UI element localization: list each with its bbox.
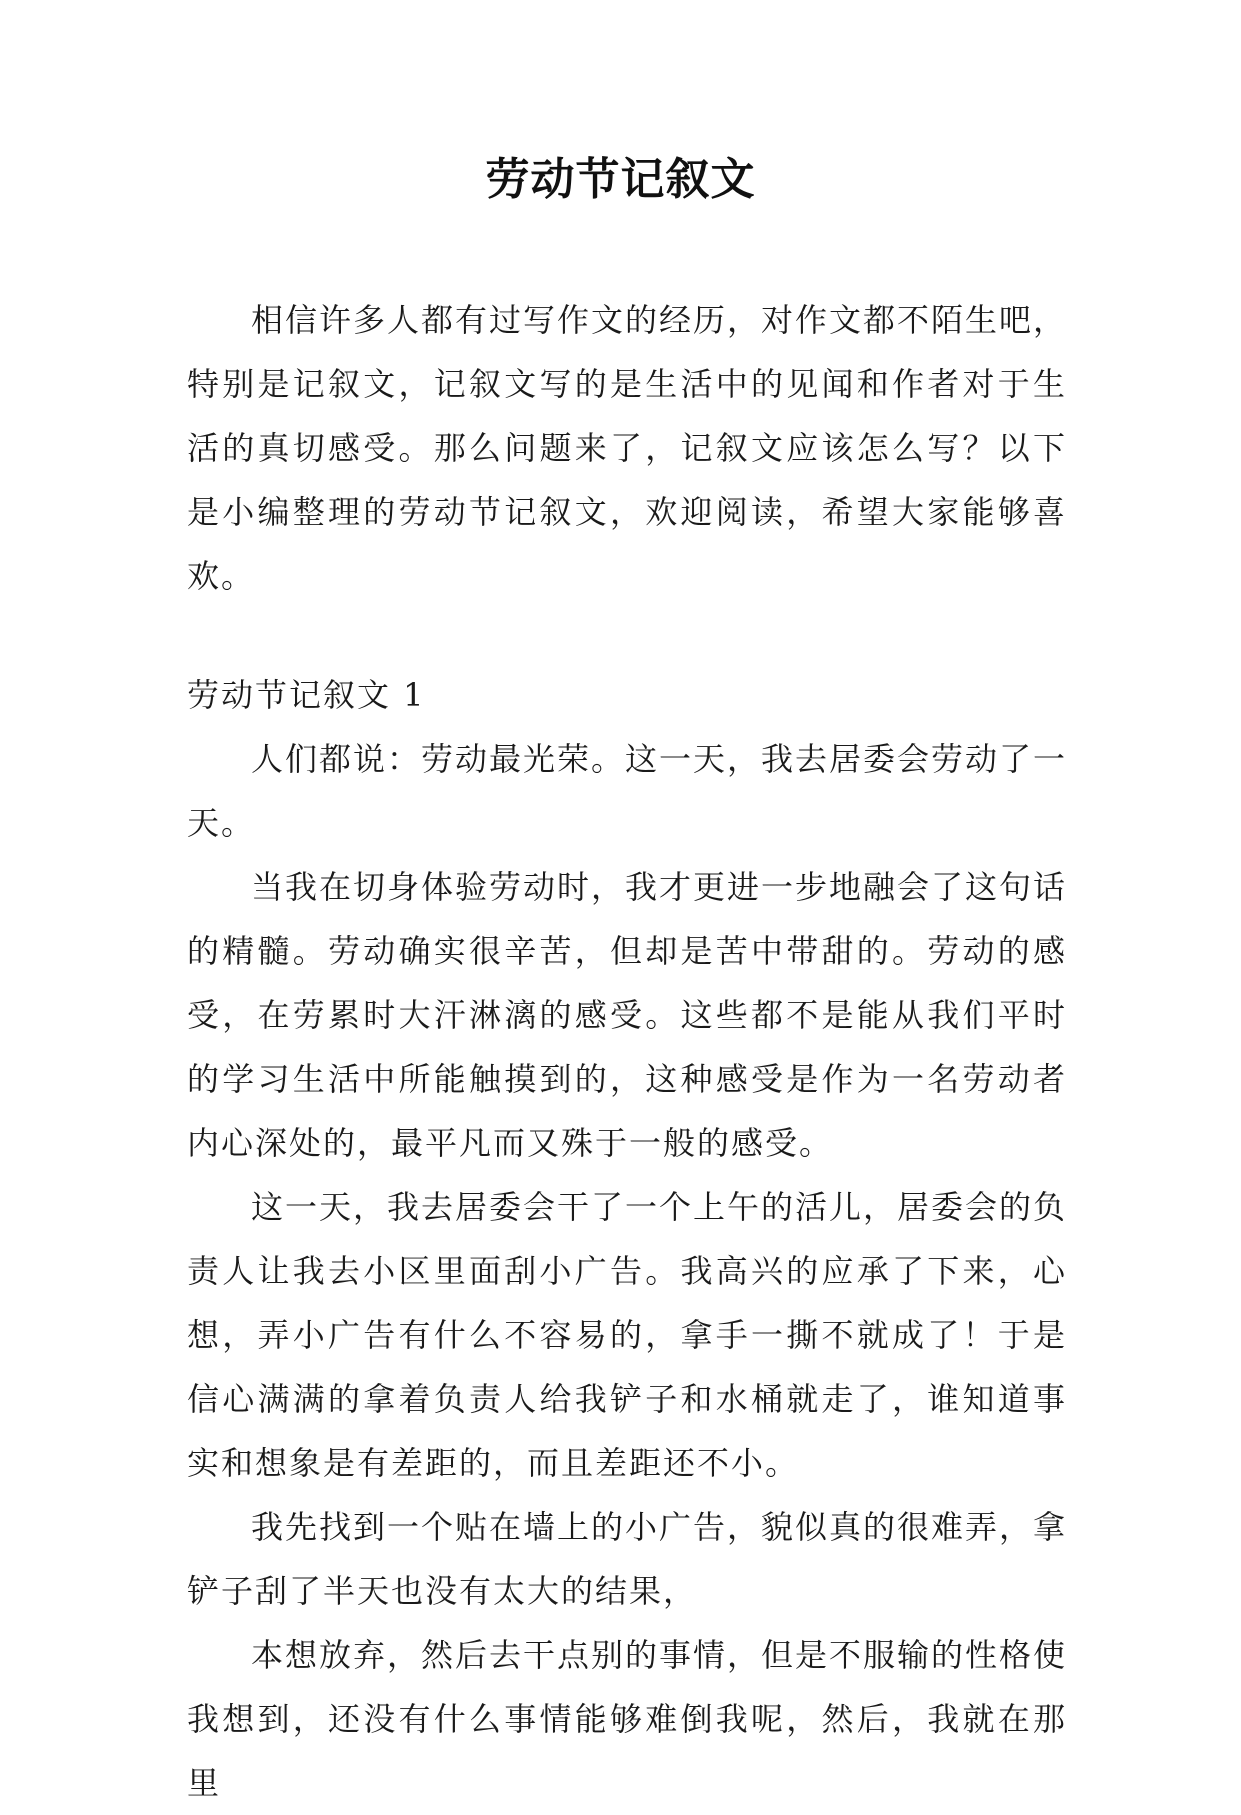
- intro-paragraph: 相信许多人都有过写作文的经历，对作文都不陌生吧，特别是记叙文，记叙文写的是生活中的见闻和作者对于生活的真切感受。那么问题来了，记叙文应该怎么写？以下是小编整理的劳动节记叙文，欢迎阅读，希望大家能够喜欢。: [187, 301, 1068, 595]
- body-paragraph: 当我在切身体验劳动时，我才更进一步地融会了这句话的精髓。劳动确实很辛苦，但却是苦中带甜的。劳动的感受，在劳累时大汗淋漓的感受。这些都不是能从我们平时的学习生活中所能触摸到的，这种感受是作为一名劳动者内心深处的，最平凡而又殊于一般的感受。: [187, 868, 1068, 1162]
- section-heading: 劳动节记叙文 1: [187, 676, 426, 714]
- body-paragraph: 本想放弃，然后去干点别的事情，但是不服输的性格使我想到，还没有什么事情能够难倒我呢，然后，我就在那里: [187, 1636, 1068, 1802]
- body-paragraph: 我先找到一个贴在墙上的小广告，貌似真的很难弄，拿铲子刮了半天也没有太大的结果，: [187, 1508, 1068, 1610]
- document-title: 劳动节记叙文: [485, 154, 756, 205]
- body-paragraph: 人们都说：劳动最光荣。这一天，我去居委会劳动了一天。: [187, 740, 1068, 842]
- document-body: [187, 288, 1067, 1815]
- body-paragraph: 这一天，我去居委会干了一个上午的活儿，居委会的负责人让我去小区里面刮小广告。我高兴的应承了下来，心想，弄小广告有什么不容易的，拿手一撕不就成了！于是信心满满的拿着负责人给我铲子和水桶就走了，谁知道事实和想象是有差距的，而且差距还不小。: [187, 1188, 1068, 1482]
